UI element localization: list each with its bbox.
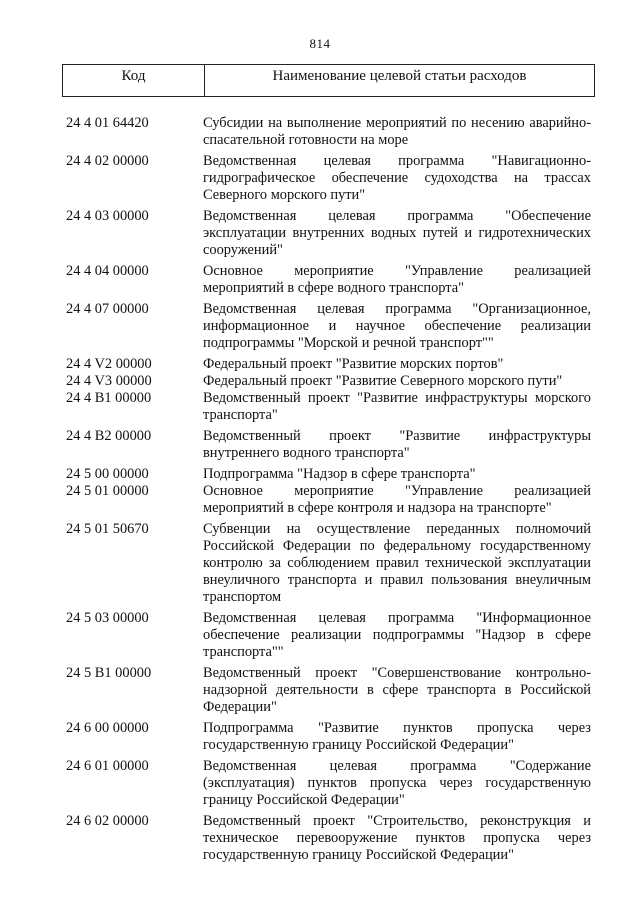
row-name: Ведомственный проект "Развитие инфраструктуры внутреннего водного транспорта" <box>203 428 591 461</box>
row-name: Ведомственная целевая программа "Обеспечение эксплуатации внутренних водных путей и гидротехнических сооружений" <box>203 208 591 258</box>
row-name: Подпрограмма "Надзор в сфере транспорта" <box>203 466 476 482</box>
row-name: Ведомственная целевая программа "Организационное, информационное и научное обеспечение реализации подпрограммы "Морской и речной транспорт"" <box>203 301 591 351</box>
table-row <box>0 521 640 606</box>
row-name: Ведомственный проект "Развитие инфраструктуры морского транспорта" <box>203 390 591 423</box>
row-code: 24 4 В1 00000 <box>66 390 152 406</box>
row-code: 24 4 07 00000 <box>66 301 149 317</box>
row-code: 24 5 03 00000 <box>66 610 149 626</box>
header-code-label: Код <box>63 65 205 96</box>
page-number: 814 <box>309 36 331 51</box>
table-row <box>0 115 640 149</box>
table-row <box>0 356 640 373</box>
table-row <box>0 153 640 204</box>
row-code: 24 5 01 50670 <box>66 521 149 537</box>
table-row <box>0 758 640 809</box>
table-row <box>0 720 640 754</box>
table-row <box>0 483 640 517</box>
row-code: 24 4 01 64420 <box>66 115 149 131</box>
row-code: 24 4 03 00000 <box>66 208 149 224</box>
row-code: 24 6 02 00000 <box>66 813 149 829</box>
row-name: Ведомственная целевая программа "Информационное обеспечение реализации подпрограммы "Надзор в сфере транспорта"" <box>203 610 591 660</box>
row-code: 24 5 В1 00000 <box>66 665 152 681</box>
header-name-label: Наименование целевой статьи расходов <box>272 68 527 84</box>
row-code: 24 4 V2 00000 <box>66 356 152 372</box>
row-code: 24 4 V3 00000 <box>66 373 152 389</box>
row-code: 24 4 В2 00000 <box>66 428 152 444</box>
row-name: Основное мероприятие "Управление реализацией мероприятий в сфере контроля и надзора на транспорте" <box>203 483 591 516</box>
row-code: 24 5 00 00000 <box>66 466 149 482</box>
row-name: Ведомственный проект "Совершенствование контрольно-надзорной деятельности в сфере транспорта в Российской Федерации" <box>203 665 591 715</box>
table-row <box>0 428 640 462</box>
row-name: Подпрограмма "Развитие пунктов пропуска через государственную границу Российской Федерации" <box>203 720 591 753</box>
row-code: 24 4 02 00000 <box>66 153 149 169</box>
table-row <box>0 208 640 259</box>
row-name: Ведомственная целевая программа "Навигационно-гидрографическое обеспечение судоходства на трассах Северного морского пути" <box>203 153 591 203</box>
row-name: Федеральный проект "Развитие Северного морского пути" <box>203 373 563 389</box>
row-code: 24 5 01 00000 <box>66 483 149 499</box>
table-row <box>0 610 640 661</box>
table-row <box>0 665 640 716</box>
table-row <box>0 390 640 424</box>
table-row <box>0 301 640 352</box>
table-row <box>0 813 640 864</box>
row-name: Основное мероприятие "Управление реализацией мероприятий в сфере водного транспорта" <box>203 263 591 296</box>
row-code: 24 4 04 00000 <box>66 263 149 279</box>
row-code: 24 6 00 00000 <box>66 720 149 736</box>
row-name: Субсидии на выполнение мероприятий по несению аварийно-спасательной готовности на море <box>203 115 591 148</box>
row-code: 24 6 01 00000 <box>66 758 149 774</box>
table-row <box>0 373 640 390</box>
table-header <box>62 64 595 97</box>
budget-code-table <box>0 115 640 864</box>
table-row <box>0 263 640 297</box>
row-name: Субвенции на осуществление переданных полномочий Российской Федерации по федеральному государственному контролю за соблюдением правил технической эксплуатации внеуличного транспорта и правил пользования внеуличным транспортом <box>203 521 591 605</box>
row-name: Федеральный проект "Развитие морских портов" <box>203 356 504 372</box>
row-name: Ведомственная целевая программа "Содержание (эксплуатация) пунктов пропуска через государственную границу Российской Федерации" <box>203 758 591 808</box>
row-name: Ведомственный проект "Строительство, реконструкция и техническое перевооружение пунктов пропуска через государственную границу Российской Федерации" <box>203 813 591 863</box>
table-row <box>0 466 640 483</box>
